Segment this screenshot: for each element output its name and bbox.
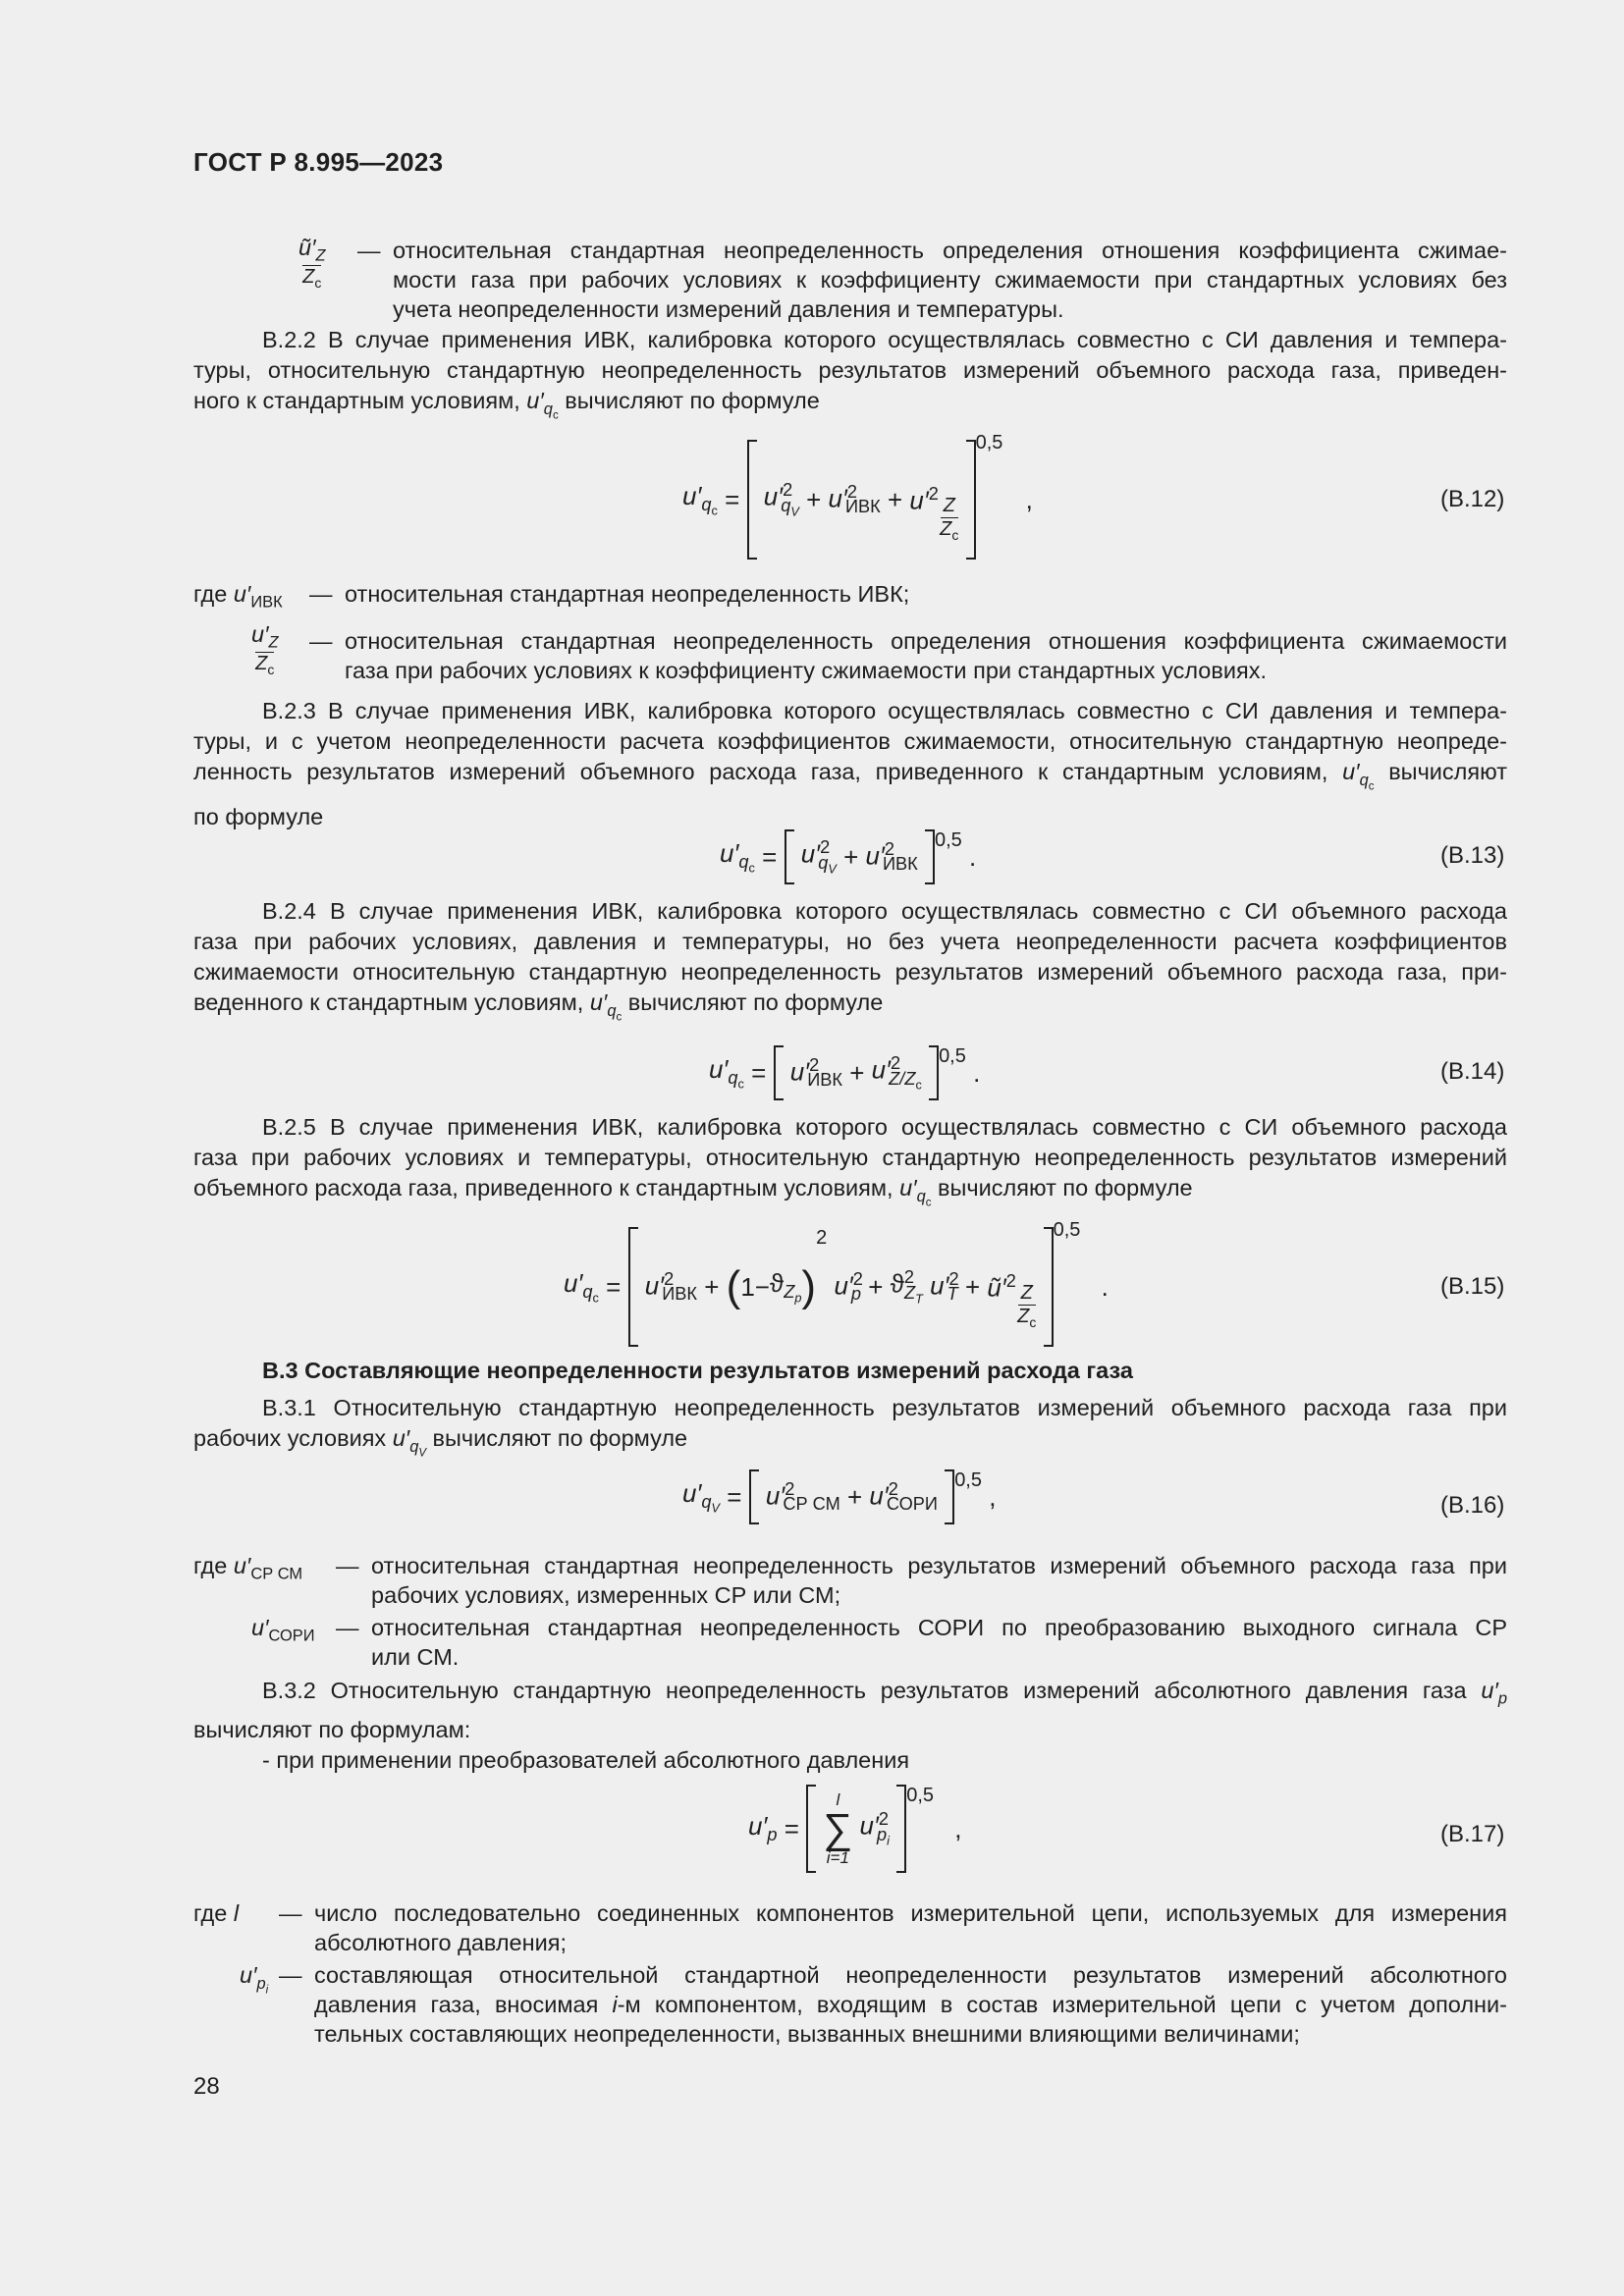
page-number: 28 [193, 2073, 220, 2100]
formula-number-b12: (В.12) [1440, 486, 1505, 512]
formula-number-b14: (В.14) [1440, 1058, 1505, 1085]
document-header: ГОСТ Р 8.995—2023 [193, 147, 444, 177]
definition-u-cp-cm: где $u'_{СР СМ}$ — относительная стандартная неопределенность результатов измерений объемного расхода газа при рабочих условиях, измеренных СР или СМ; [193, 1553, 1507, 1608]
symbol-tilde-u-z: $\frac{ũ'_Z}{Z_с}$ [298, 235, 326, 291]
definition-u-sori: $u'_{СОРИ}$ — относительная стандартная неопределенность СОРИ по преобразованию выходного сигнала СР или СМ. [251, 1615, 1507, 1670]
formula-b14: $u'_{q_с} = u'^2_{ИВК} + u'^2_{Z/Z_с}$ $^{0,5}$ . [709, 1045, 980, 1100]
formula-b15: $u'_{q_с} = u'^2_{ИВК} + (1-ϑ_{Z_p})^2$ $u'^2_p + ϑ^2_{Z_T}$ $u'^2_T$ + $ũ'^2$ $\frac{Z}{Z_с}$ $^{0,5}$ . [564, 1227, 1109, 1347]
paragraph-b22: В.2.2 В случае применения ИВК, калибровка которого осуществлялась совместно с СИ давления и темпера- туры, относительную стандартную неопределенность результатов измерений объемного расхода газа, приведен- ного к стандартным условиям, $u'_{q_с}$ вычисляют по формуле [193, 327, 1507, 421]
formula-b12: $u'_{q_с} = u'^2_{q_V} + u'^2_{ИВК} + u'^2$ $\frac{Z}{Z_с}$ $^{0,5}$ , [682, 440, 1033, 560]
formula-b16: $u'_{q_V} = u'^2_{СР СМ} + u'^2_{СОРИ}$ $^{0,5}$ , [682, 1469, 996, 1524]
formula-b17: $u'_p$ = l ∑ i=1 $u'^2_{p_i}$ $^{0,5}$ , [748, 1785, 962, 1873]
definition-z-ratio-top [0, 236, 1624, 329]
definition-l: где l — число последовательно соединенных компонентов измерительной цепи, используемых для измерения абсолютного давления; [193, 1900, 1507, 1955]
formula-number-b16: (В.16) [1440, 1492, 1505, 1519]
paragraph-b31: В.3.1 Относительную стандартную неопределенность результатов измерений объемного расхода газа при рабочих условиях $u'_{q_V}$ вычисляют по формуле [193, 1395, 1507, 1459]
formula-number-b15: (В.15) [1440, 1273, 1505, 1300]
definition-u-ivk: где $u'_{ИВК}$ — относительная стандартная неопределенность ИВК; [193, 581, 910, 612]
definition-u-z-ratio: $\frac{u'_Z}{Z_с}$ — относительная стандартная неопределенность определения отношения коэффициента сжимаемости газа при рабочих условиях к коэффициенту сжимаемости при стандартных условиях. [251, 621, 1507, 683]
section-heading-b3: В.3 Составляющие неопределенности результатов измерений расхода газа [262, 1358, 1133, 1383]
definition-text: относительная стандартная неопределенность определения отношения коэффициента сжимае- мости газа при рабочих условиях к коэффициенту сжимаемости при стандартных условиях без учета неопределенности измерений давления и температуры. [393, 238, 1507, 322]
formula-b13: $u'_{q_с} = u'^2_{q_V} + u'^2_{ИВК}$ $^{0,5}$ . [720, 829, 976, 884]
definition-dash: — [357, 238, 381, 263]
formula-number-b17: (В.17) [1440, 1821, 1505, 1847]
formula-number-b13: (В.13) [1440, 842, 1505, 869]
paragraph-b32: В.3.2 Относительную стандартную неопределенность результатов измерений абсолютного давления газа $u'_p$ вычисляют по формулам: - при применении преобразователей абсолютного давления [193, 1678, 1508, 1773]
paragraph-b25: В.2.5 В случае применения ИВК, калибровка которого осуществлялась совместно с СИ объемного расхода газа при рабочих условиях и температуры, относительную стандартную неопределенность результатов измерений объемного расхода газа, приведенного к стандартным условиям, $u'_{q_с}$ вычисляют по формуле [193, 1114, 1507, 1208]
paragraph-b24: В.2.4 В случае применения ИВК, калибровка которого осуществлялась совместно с СИ объемного расхода газа при рабочих условиях, давления и температуры, но без учета неопределенности расчета коэффициентов сжимаемости относительную стандартную неопределенность результатов измерений объемного расхода газа, при- веденного к стандартным условиям, $u'_{q_с}$ вычисляют по формуле [193, 898, 1507, 1023]
definition-u-pi: $u'_{p_i}$ — составляющая относительной стандартной неопределенности результатов измерений абсолютного давления газа, вносимая i-м компонентом, входящим в состав измерительной цепи с учетом дополни- тельных составляющих неопределенности, вызванных внешними влияющими величинами; [240, 1962, 1507, 2047]
paragraph-b23: В.2.3 В случае применения ИВК, калибровка которого осуществлялась совместно с СИ давления и темпера- туры, и с учетом неопределенности расчета коэффициентов сжимаемости, относительную стандартную неопреде- ленность результатов измерений объемного расхода газа, приведенного к стандартным условиям, $u'_{q_с}$ вычисляют по формуле [193, 698, 1507, 829]
